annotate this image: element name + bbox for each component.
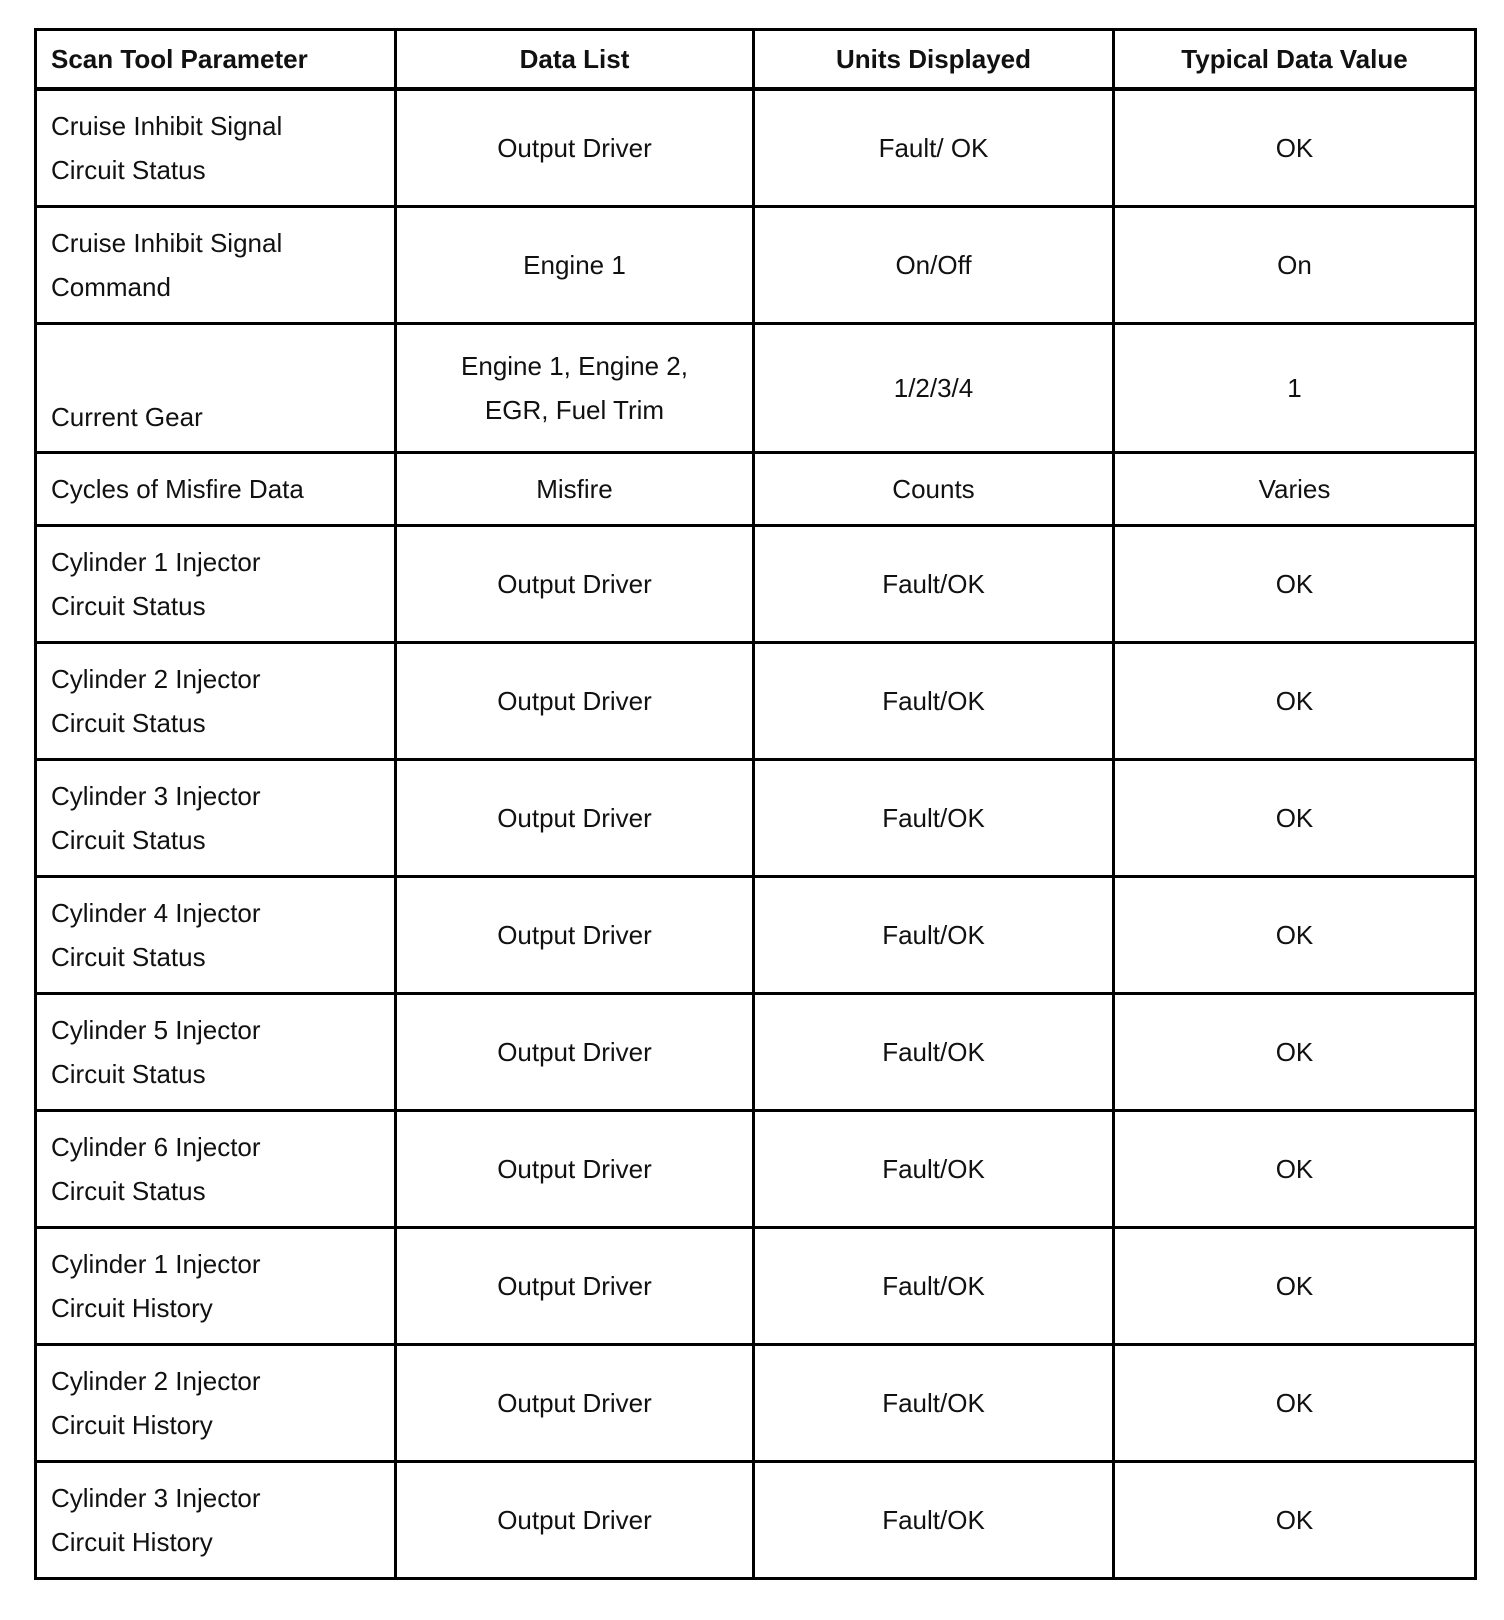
units-cell: 1/2/3/4 [754, 324, 1114, 453]
units-cell: Fault/OK [754, 1111, 1114, 1228]
header-data-list: Data List [396, 30, 754, 90]
data-list-cell: Output Driver [396, 1111, 754, 1228]
table-header [36, 30, 1476, 90]
data-list-cell: Output Driver [396, 1345, 754, 1462]
units-cell: Fault/OK [754, 877, 1114, 994]
scan-tool-table-container [34, 28, 1474, 1580]
header-units-displayed: Units Displayed [754, 30, 1114, 90]
table-row [36, 324, 1476, 453]
units-cell: Fault/OK [754, 760, 1114, 877]
typical-value-cell: OK [1114, 877, 1476, 994]
data-list-line: EGR, Fuel Trim [484, 395, 665, 425]
data-list-cell: Output Driver [396, 877, 754, 994]
table-row [36, 1462, 1476, 1579]
parameter-cell [36, 643, 396, 760]
header-scan-tool-parameter: Scan Tool Parameter [36, 30, 396, 90]
typical-value-cell: OK [1114, 643, 1476, 760]
table-row [36, 1345, 1476, 1462]
parameter-line: Circuit Status [51, 1059, 206, 1089]
header-row [36, 30, 1476, 90]
table-row [36, 453, 1476, 526]
units-cell: Counts [754, 453, 1114, 526]
table-body [36, 89, 1476, 1579]
parameter-line: Cruise Inhibit Signal [51, 228, 283, 258]
parameter-line: Circuit History [51, 1527, 213, 1557]
parameter-line: Command [51, 272, 171, 302]
scan-tool-parameter-table [34, 28, 1477, 1580]
parameter-cell [36, 1111, 396, 1228]
units-cell: Fault/OK [754, 994, 1114, 1111]
units-cell: Fault/OK [754, 1228, 1114, 1345]
typical-value-cell: OK [1114, 1462, 1476, 1579]
data-list-cell: Misfire [396, 453, 754, 526]
parameter-line: Cylinder 1 Injector [51, 1249, 261, 1279]
data-list-cell: Output Driver [396, 1228, 754, 1345]
typical-value-cell: OK [1114, 1345, 1476, 1462]
typical-value-cell: Varies [1114, 453, 1476, 526]
parameter-line: Cruise Inhibit Signal [51, 111, 283, 141]
typical-value-cell: OK [1114, 994, 1476, 1111]
units-cell: Fault/OK [754, 1345, 1114, 1462]
units-cell: Fault/ OK [754, 89, 1114, 207]
table-row [36, 1228, 1476, 1345]
parameter-cell [36, 526, 396, 643]
parameter-line: Cylinder 1 Injector [51, 547, 261, 577]
parameter-line: Cylinder 5 Injector [51, 1015, 261, 1045]
parameter-line: Current Gear [51, 402, 203, 432]
parameter-line: Cylinder 3 Injector [51, 1483, 261, 1513]
data-list-cell: Output Driver [396, 760, 754, 877]
parameter-cell [36, 994, 396, 1111]
data-list-cell: Output Driver [396, 643, 754, 760]
typical-value-cell: OK [1114, 526, 1476, 643]
table-row [36, 643, 1476, 760]
parameter-cell [36, 89, 396, 207]
table-row [36, 1111, 1476, 1228]
parameter-cell [36, 207, 396, 324]
parameter-line: Cylinder 6 Injector [51, 1132, 261, 1162]
table-row [36, 207, 1476, 324]
table-row [36, 89, 1476, 207]
parameter-line: Cylinder 2 Injector [51, 1366, 261, 1396]
typical-value-cell: OK [1114, 89, 1476, 207]
data-list-cell: Output Driver [396, 1462, 754, 1579]
parameter-line: Circuit History [51, 1410, 213, 1440]
units-cell: Fault/OK [754, 1462, 1114, 1579]
data-list-cell: Output Driver [396, 526, 754, 643]
parameter-line: Cylinder 4 Injector [51, 898, 261, 928]
parameter-line: Circuit Status [51, 708, 206, 738]
parameter-line: Circuit History [51, 1293, 213, 1323]
parameter-line: Cylinder 2 Injector [51, 664, 261, 694]
parameter-cell [36, 877, 396, 994]
data-list-line: Engine 1, Engine 2, [461, 351, 688, 381]
table-row [36, 760, 1476, 877]
parameter-cell [36, 760, 396, 877]
parameter-line: Circuit Status [51, 942, 206, 972]
parameter-line: Circuit Status [51, 825, 206, 855]
data-list-cell: Engine 1 [396, 207, 754, 324]
parameter-cell [36, 1228, 396, 1345]
typical-value-cell: 1 [1114, 324, 1476, 453]
table-row [36, 877, 1476, 994]
typical-value-cell: OK [1114, 760, 1476, 877]
units-cell: Fault/OK [754, 526, 1114, 643]
units-cell: Fault/OK [754, 643, 1114, 760]
typical-value-cell: OK [1114, 1111, 1476, 1228]
parameter-cell [36, 1345, 396, 1462]
typical-value-cell: OK [1114, 1228, 1476, 1345]
typical-value-cell: On [1114, 207, 1476, 324]
header-typical-data-value: Typical Data Value [1114, 30, 1476, 90]
data-list-cell: Output Driver [396, 994, 754, 1111]
parameter-line: Circuit Status [51, 591, 206, 621]
parameter-line: Circuit Status [51, 155, 206, 185]
data-list-cell: Output Driver [396, 89, 754, 207]
parameter-line: Cylinder 3 Injector [51, 781, 261, 811]
table-row [36, 526, 1476, 643]
parameter-cell [36, 324, 396, 453]
parameter-cell [36, 1462, 396, 1579]
parameter-cell [36, 453, 396, 526]
units-cell: On/Off [754, 207, 1114, 324]
data-list-cell [396, 324, 754, 453]
parameter-line: Cycles of Misfire Data [51, 474, 304, 504]
parameter-line: Circuit Status [51, 1176, 206, 1206]
table-row [36, 994, 1476, 1111]
